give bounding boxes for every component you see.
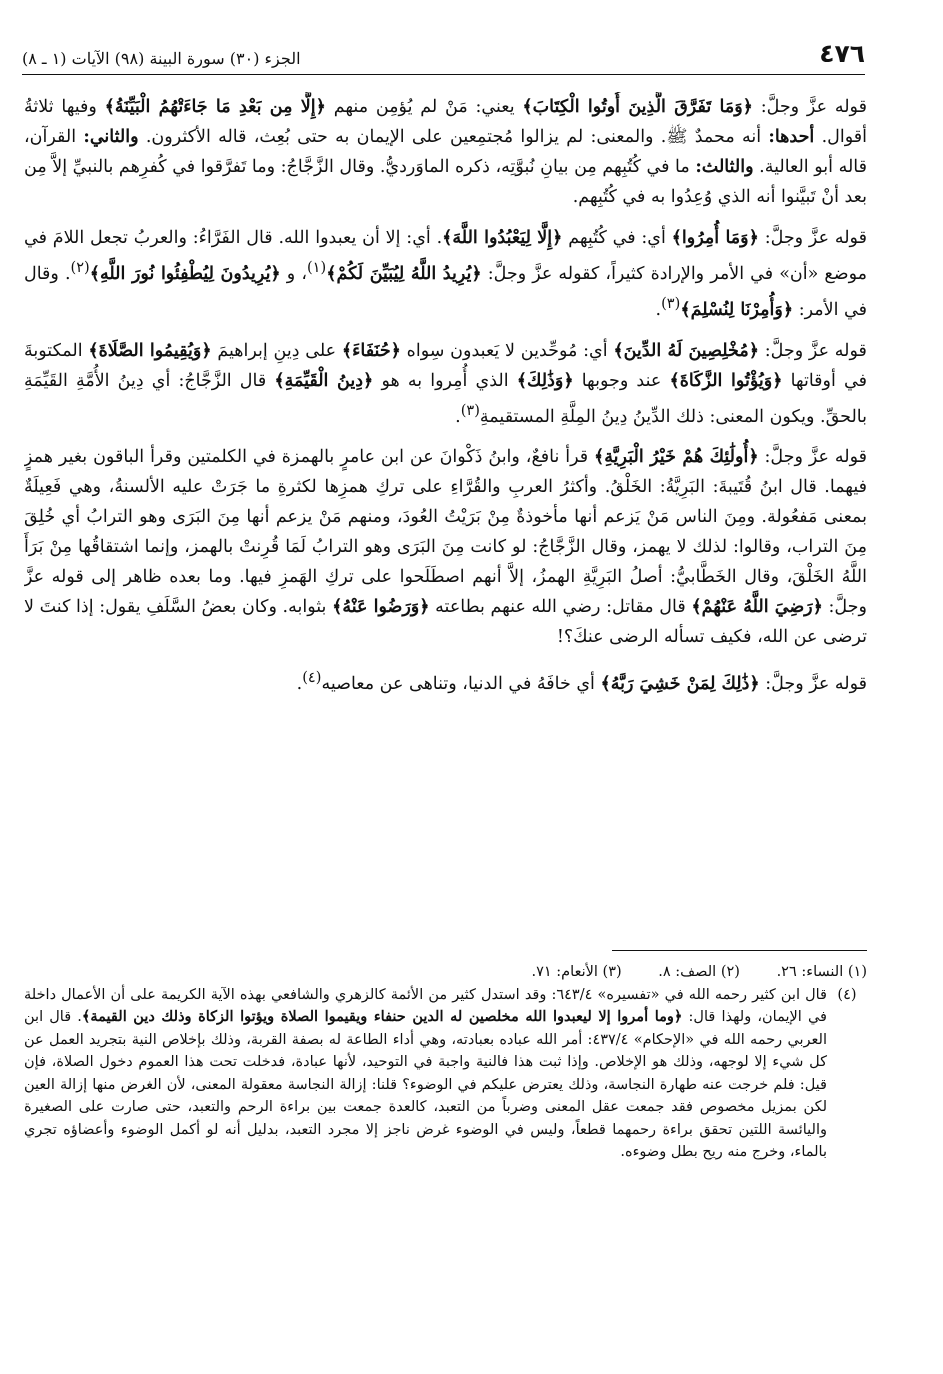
commentary-text: ما في كُتُبِهم مِن بيانِ نُبوَّتِه، ذكره الماوَرديُّ. وقال الزَّجَّاجُ: وما تَفرَّقوا في كُفرِهم بالنبيِّ إلاَّ مِن بعد أنْ تَبيَّنوا أنه الذي وُعِدُوا به في كُتُبِهم.: [24, 157, 867, 207]
commentary-text: القرآن، قاله أبو العالية.: [24, 127, 867, 177]
footnote-number: (٤): [837, 986, 857, 1003]
footnote-text-part: . قال ابن العربي رحمه الله في «الإحكام» ٤٣٧/٤: أمر الله عباده بعبادته، وهي أداء الطاعة له بصفة القربة، وذلك بإخلاص النية بتجريد العمل عن كل شيء إلا لوجهه، وذلك هو الإخلاص. وإذا ثبت هذا فالنية واجبة في التوحيد، لأنها عبادة، فدخلت تحت هذا العموم دخول الصلاة، فإن قيل: فلم خرجت عنه طهارة النجاسة، وذلك يعترض عليكم في الوضوء؟ قلنا: إزالة النجاسة معقولة المعنى، لأن الغرض منها إزالة العين لكن بمزيل مخصوص فقد جمعت عقل المعنى وضرباً من التعبد، كالعدة جمعت بين براءة الرحم والتعبد، حتى صارت على الصغيرة واليائسة اللتين تحقق براءة رحمهما قطعاً، وليس في الوضوء غرض ناجز إلا مجرد التعبد، بدليل أنه لو أكمل الوضوء وأعضاؤه تجري بالماء، وخرج منه ريح بطل وضوءه.: [24, 1009, 828, 1160]
commentary-text: بثوابه. وكان بعضُ السَّلَفِ يقول: إذا كنتَ لا ترضى عن الله، فكيف تسأله الرضى عنكَ؟!: [24, 597, 867, 648]
commentary-text: .: [455, 406, 461, 427]
commentary-text: أي خافَهُ في الدنيا، وتناهى عن معاصيه: [321, 674, 595, 695]
footnote-ref: (٣): [661, 294, 681, 312]
quran-quote: ﴿أُولَٰئِكَ هُمْ خَيْرُ الْبَرِيَّةِ﴾: [594, 447, 759, 468]
commentary-text: وفيها ثلاثةُ أقوال.: [24, 97, 867, 147]
main-text: [24, 92, 867, 852]
verse-intro: قوله عزَّ وجلَّ:: [765, 674, 867, 695]
quran-quote: ﴿وَيُؤْتُوا الزَّكَاةَ﴾: [669, 370, 783, 391]
commentary-text: الذي أُمِروا به هو: [381, 370, 509, 391]
footnote-row: [24, 984, 867, 1164]
quran-quote: ﴿إِلَّا لِيَعْبُدُوا اللَّهَ﴾: [442, 228, 563, 248]
commentary-text: قال الزَّجَّاجُ: أي دِينُ الأُمَّةِ القَيِّمَةِ بالحقِّ. ويكون المعنى: ذلك الدِّينُ دِينُ المِلَّةِ المستقيمةِ: [24, 370, 867, 427]
footnote-text-part: قال ابن كثير رحمه الله في «تفسيره» ٦٤٣/٤: وقد استدل كثير من الأئمة كالزهري والشافعي بهذه الآية الكريمة على أن الأعمال داخلة في الإيمان، ولهذا قال:: [24, 986, 827, 1025]
footnote-text: النساء: ٢٦.: [776, 964, 844, 980]
footnote-text: [24, 984, 827, 1164]
commentary-text: يعني: مَنْ لم يُؤمِن منهم: [333, 97, 515, 117]
verse-intro: قوله عزَّ وجلَّ:: [760, 97, 867, 117]
quran-quote: ﴿حُنَفَاءَ﴾: [341, 340, 401, 361]
paragraph: [24, 92, 867, 212]
quran-quote: ﴿يُرِيدُ اللَّهُ لِيُبَيِّنَ لَكُمْ﴾: [326, 263, 482, 284]
quran-quote: ﴿مُخْلِصِينَ لَهُ الدِّينَ﴾: [613, 340, 759, 361]
footnote-number: (١): [847, 964, 867, 980]
footnote-ref: (١): [306, 259, 327, 276]
commentary-text: أي: في كُتُبِهم: [568, 228, 666, 248]
commentary-text: قرأ نافعٌ، وابنُ ذَكْوانَ عن ابن عامرٍ بالهمزة في الكلمتين وقرأ الباقون بغير همزٍ فيهما. قال ابنُ قُتَيبةَ: البَرِيَّةُ: الخَلْقُ. وأكثرُ العربِ والقُرَّاءِ على تركِ همزِها لكثرةِ ما جَرَتْ عليه الألسنةُ، وهي فَعِيلَةٌ بمعنى مَفعُولة. ومِنَ الناس مَنْ يَزعم أنها مأخوذةٌ مِنْ بَرَيْتُ العُودَ، ومنهم مَنْ يزعم أنها مِنَ البَرَى وهو الترابُ أي خُلِقَ مِنَ التراب، وقالوا: لذلك لا يهمز، وقال الزَّجَّاجُ: لو كانت مِنَ البَرَى وهو الترابُ لَمَا قُرِنتْ بالهمز، وإنما اشتقاقُها مِنْ بَرَأَ اللَّهُ الخَلْقَ، وقال الخَطَّابيُّ: أصلُ البَرِيَّةِ الهمزُ، إلاَّ أنهم اصطَلَحوا على تركِ الهَمزِ فيها. وما بعده ظاهر إلى قوله عزَّ وجلَّ:: [24, 447, 867, 618]
quran-quote: ﴿وَرَضُوا عَنْهُ﴾: [332, 597, 430, 618]
footnote-separator: [612, 950, 867, 951]
paragraph: [24, 223, 867, 325]
commentary-text: . وقال في الأمر:: [24, 263, 867, 320]
quran-quote: ﴿وما أمروا إلا ليعبدوا الله مخلصين له الدين حنفاء ويقيموا الصلاة ويؤتوا الزكاة وذلك دين القيمة﴾: [81, 1008, 683, 1025]
quran-quote: ﴿يُرِيدُونَ لِيُطْفِئُوا نُورَ اللَّهِ﴾: [89, 263, 281, 284]
footnote-item: [777, 964, 867, 980]
footnote-number: (٢): [720, 964, 740, 980]
commentary-text: قال مقاتل: رضي الله عنهم بطاعته: [435, 597, 686, 618]
commentary-text: ، و: [286, 263, 307, 284]
footnote-number: (٣): [602, 964, 622, 980]
quran-quote: ﴿وَمَا أُمِرُوا﴾: [671, 228, 759, 248]
paragraph: [24, 442, 867, 652]
commentary-text: أي: مُوحِّدين لا يَعبدون سِواه: [406, 340, 608, 361]
quran-quote: ﴿ذَٰلِكَ لِمَنْ خَشِيَ رَبَّهُ﴾: [600, 674, 760, 695]
footnote-ref: (٤): [302, 669, 322, 687]
opinion-label: أحدها:: [768, 127, 815, 147]
quran-quote: ﴿وَذَٰلِكَ﴾: [516, 370, 574, 391]
quran-quote: ﴿وَمَا تَفَرَّقَ الَّذِينَ أُوتُوا الْكِتَابَ﴾: [522, 97, 753, 117]
quran-quote: ﴿وَيُقِيمُوا الصَّلَاةَ﴾: [88, 340, 212, 361]
opinion-label: والثاني:: [83, 127, 139, 147]
commentary-text: . أي: إلا أن يعبدوا الله. قال الفَرَّاءُ: والعربُ تجعل اللامَ في موضع «أن» في الأمر والإرادة كثيراً، كقوله عزَّ وجلَّ:: [24, 228, 867, 284]
footnote-item: [658, 964, 740, 980]
page-header: [22, 28, 865, 75]
running-head: الجزء (٣٠) سورة البينة (٩٨) الآيات (١ ـ ٨): [22, 49, 301, 68]
footnote-item: [532, 964, 622, 980]
quran-quote: ﴿إِلَّا مِن بَعْدِ مَا جَاءَتْهُمُ الْبَيِّنَةُ﴾: [104, 97, 326, 117]
commentary-text: .: [655, 299, 662, 320]
commentary-text: المكتوبةَ في أوقاتها: [24, 340, 867, 391]
paragraph: [24, 336, 867, 432]
commentary-text: على دِينِ إبراهيمَ: [217, 340, 337, 361]
footnote-ref: (٣): [460, 401, 480, 419]
verse-intro: قوله عزَّ وجلَّ:: [764, 340, 867, 361]
commentary-text: أنه محمدٌ ﷺ. والمعنى: لم يزالوا مُجتمِعين على الإيمان به حتى بُعِث، قاله الأكثرون.: [145, 127, 762, 147]
page-number: ٤٧٦: [819, 39, 865, 68]
quran-quote: ﴿وَأُمِرْنَا لِنُسْلِمَ﴾: [680, 299, 794, 320]
footnote-line: [24, 961, 867, 984]
footnotes: [24, 961, 867, 1331]
commentary-text: .: [296, 674, 303, 695]
footnote-row: [24, 961, 867, 984]
footnote-ref: (٢): [70, 259, 90, 276]
verse-intro: قوله عزَّ وجلَّ:: [764, 228, 867, 248]
verse-intro: قوله عزَّ وجلَّ:: [764, 447, 867, 468]
commentary-text: عند وجوبها: [581, 370, 662, 391]
opinion-label: والثالث:: [695, 157, 754, 177]
footnote-text: الأنعام: ٧١.: [531, 964, 598, 980]
paragraph: [24, 663, 867, 699]
footnote-text: الصف: ٨.: [658, 964, 717, 980]
quran-quote: ﴿دِينُ الْقَيِّمَةِ﴾: [274, 370, 374, 391]
quran-quote: ﴿رَضِيَ اللَّهُ عَنْهُمْ﴾: [691, 597, 823, 618]
